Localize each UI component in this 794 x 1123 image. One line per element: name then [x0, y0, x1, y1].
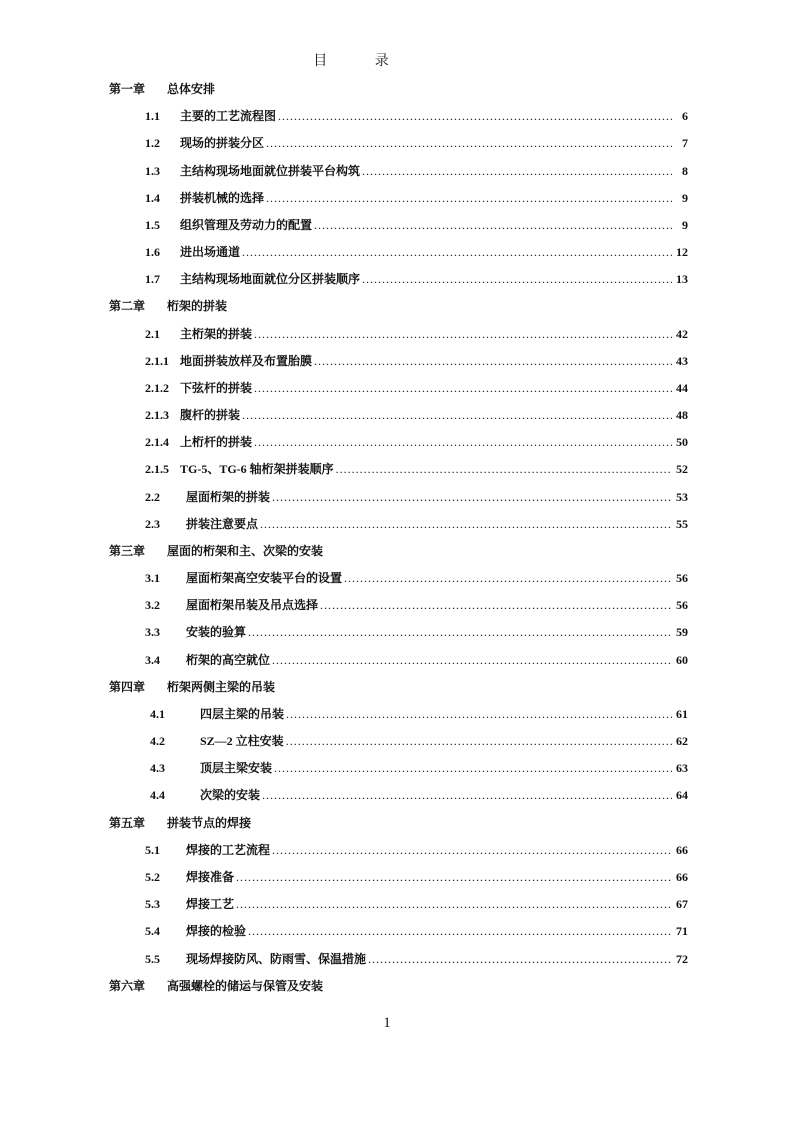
toc-chapter[interactable] [0, 674, 794, 701]
entry-page: 61 [676, 706, 688, 721]
entry-title: 地面拼装放样及布置胎膜 [180, 353, 313, 368]
entry-page: 12 [676, 245, 688, 260]
entry-page: 13 [676, 272, 688, 287]
entry-title: 拼装机械的选择 [180, 190, 265, 205]
entry-page: 42 [676, 326, 688, 341]
entry-title: 组织管理及劳动力的配置 [180, 217, 313, 232]
entry-page: 8 [682, 163, 688, 178]
toc-entry[interactable] [0, 701, 688, 728]
entry-number: 5.1 [145, 842, 160, 857]
toc-entry[interactable] [0, 647, 688, 674]
chapter-number: 第五章 [109, 815, 146, 830]
entry-page: 9 [682, 217, 688, 232]
chapter-number: 第六章 [109, 978, 146, 993]
chapter-title: 屋面的桁架和主、次梁的安装 [167, 543, 324, 558]
entry-title: 现场焊接防风、防雨雪、保温措施 [186, 951, 367, 966]
toc-entry[interactable] [0, 592, 688, 619]
entry-number: 2.2 [145, 489, 160, 504]
dot-leader [248, 918, 672, 945]
dot-leader [266, 185, 672, 212]
dot-leader [286, 728, 672, 755]
entry-title: 进出场通道 [180, 245, 241, 260]
dot-leader [314, 212, 672, 239]
entry-title: 次梁的安装 [200, 788, 261, 803]
toc-entry[interactable] [0, 728, 688, 755]
entry-number: 2.1.5 [145, 462, 169, 477]
entry-page: 64 [676, 788, 688, 803]
dot-leader [274, 755, 672, 782]
entry-title: 腹杆的拼装 [180, 408, 241, 423]
dot-leader [320, 592, 672, 619]
entry-number: 5.5 [145, 951, 160, 966]
dot-leader [314, 348, 672, 375]
entry-number: 3.2 [145, 598, 160, 613]
dot-leader [272, 647, 672, 674]
chapter-number: 第三章 [109, 543, 146, 558]
entry-page: 53 [676, 489, 688, 504]
toc-entry[interactable] [0, 782, 688, 809]
entry-page: 7 [682, 136, 688, 151]
toc-entry[interactable] [0, 946, 688, 973]
toc-entry[interactable] [0, 348, 688, 375]
table-of-contents [0, 76, 794, 1000]
dot-leader [254, 375, 672, 402]
toc-entry[interactable] [0, 565, 688, 592]
toc-entry[interactable] [0, 918, 688, 945]
dot-leader [266, 130, 672, 157]
entry-title: TG-5、TG-6 轴桁架拼装顺序 [180, 462, 334, 477]
entry-title: 四层主梁的吊装 [200, 706, 285, 721]
entry-number: 1.4 [145, 190, 160, 205]
entry-title: SZ—2 立柱安装 [200, 734, 284, 749]
dot-leader [362, 158, 672, 185]
dot-leader [236, 891, 672, 918]
entry-page: 6 [682, 109, 688, 124]
toc-entry[interactable] [0, 375, 688, 402]
toc-entry[interactable] [0, 185, 688, 212]
toc-entry[interactable] [0, 103, 688, 130]
entry-page: 48 [676, 408, 688, 423]
entry-page: 60 [676, 652, 688, 667]
dot-leader [272, 484, 672, 511]
chapter-title: 拼装节点的焊接 [167, 815, 252, 830]
toc-entry[interactable] [0, 456, 688, 483]
dot-leader [262, 782, 672, 809]
toc-chapter[interactable] [0, 76, 794, 103]
entry-title: 下弦杆的拼装 [180, 380, 253, 395]
toc-entry[interactable] [0, 402, 688, 429]
entry-number: 4.1 [150, 706, 165, 721]
entry-page: 71 [676, 924, 688, 939]
entry-page: 67 [676, 897, 688, 912]
entry-number: 2.1.3 [145, 408, 169, 423]
dot-leader [344, 565, 672, 592]
dot-leader [260, 511, 672, 538]
entry-number: 2.1.4 [145, 435, 169, 450]
chapter-number: 第一章 [109, 82, 146, 96]
entry-title: 焊接准备 [186, 869, 235, 884]
chapter-title: 总体安排 [167, 82, 216, 96]
entry-page: 62 [676, 734, 688, 749]
entry-page: 63 [676, 761, 688, 776]
entry-title: 屋面桁架吊装及吊点选择 [186, 598, 319, 613]
toc-entry[interactable] [0, 239, 688, 266]
chapter-title: 高强螺栓的储运与保管及安装 [167, 978, 324, 993]
toc-entry[interactable] [0, 837, 688, 864]
toc-title: 目 录 [313, 54, 411, 69]
dot-leader [242, 239, 672, 266]
entry-page: 50 [676, 435, 688, 450]
toc-entry[interactable] [0, 321, 688, 348]
dot-leader [362, 266, 672, 293]
dot-leader [248, 619, 672, 646]
entry-title: 现场的拼装分区 [180, 136, 265, 151]
entry-title: 主要的工艺流程图 [180, 109, 277, 124]
entry-page: 43 [676, 353, 688, 368]
toc-entry[interactable] [0, 619, 688, 646]
entry-title: 主桁架的拼装 [180, 326, 253, 341]
entry-page: 66 [676, 869, 688, 884]
chapter-title: 桁架两侧主梁的吊装 [167, 679, 276, 694]
entry-page: 44 [676, 380, 688, 395]
toc-entry[interactable] [0, 266, 688, 293]
toc-entry[interactable] [0, 130, 688, 157]
chapter-title: 桁架的拼装 [167, 299, 228, 314]
entry-number: 3.3 [145, 625, 160, 640]
entry-page: 55 [676, 516, 688, 531]
toc-chapter[interactable] [0, 973, 794, 1000]
entry-title: 安装的验算 [186, 625, 247, 640]
entry-page: 56 [676, 598, 688, 613]
entry-number: 1.6 [145, 245, 160, 260]
toc-entry[interactable] [0, 158, 688, 185]
dot-leader [242, 402, 672, 429]
dot-leader [368, 946, 672, 973]
entry-page: 66 [676, 842, 688, 857]
entry-title: 主结构现场地面就位拼装平台构筑 [180, 163, 361, 178]
dot-leader [286, 701, 672, 728]
entry-title: 顶层主梁安装 [200, 761, 273, 776]
entry-title: 上桁杆的拼装 [180, 435, 253, 450]
dot-leader [336, 456, 672, 483]
entry-number: 4.2 [150, 734, 165, 749]
entry-number: 2.1 [145, 326, 160, 341]
toc-entry[interactable] [0, 511, 688, 538]
entry-title: 焊接工艺 [186, 897, 235, 912]
chapter-number: 第四章 [109, 679, 146, 694]
entry-number: 1.5 [145, 217, 160, 232]
entry-number: 1.3 [145, 163, 160, 178]
entry-number: 5.2 [145, 869, 160, 884]
entry-title: 桁架的高空就位 [186, 652, 271, 667]
entry-number: 2.3 [145, 516, 160, 531]
entry-title: 屋面桁架高空安装平台的设置 [186, 571, 343, 586]
toc-entry[interactable] [0, 864, 688, 891]
entry-number: 2.1.1 [145, 353, 169, 368]
entry-number: 4.3 [150, 761, 165, 776]
entry-number: 1.1 [145, 109, 160, 124]
entry-title: 焊接的工艺流程 [186, 842, 271, 857]
entry-page: 9 [682, 190, 688, 205]
entry-number: 2.1.2 [145, 380, 169, 395]
entry-title: 焊接的检验 [186, 924, 247, 939]
entry-number: 5.4 [145, 924, 160, 939]
dot-leader [272, 837, 672, 864]
toc-entry[interactable] [0, 484, 688, 511]
entry-number: 3.1 [145, 571, 160, 586]
entry-number: 1.2 [145, 136, 160, 151]
toc-entry[interactable] [0, 755, 688, 782]
toc-entry[interactable] [0, 891, 688, 918]
entry-page: 56 [676, 571, 688, 586]
entry-number: 4.4 [150, 788, 165, 803]
entry-title: 屋面桁架的拼装 [186, 489, 271, 504]
entry-number: 3.4 [145, 652, 160, 667]
toc-entry[interactable] [0, 429, 688, 456]
entry-title: 拼装注意要点 [186, 516, 259, 531]
entry-page: 59 [676, 625, 688, 640]
entry-page: 72 [676, 951, 688, 966]
dot-leader [254, 321, 672, 348]
toc-entry[interactable] [0, 212, 688, 239]
entry-number: 1.7 [145, 272, 160, 287]
chapter-number: 第二章 [109, 299, 146, 314]
entry-page: 52 [676, 462, 688, 477]
page-number: 1 [383, 1015, 391, 1031]
dot-leader [236, 864, 672, 891]
entry-title: 主结构现场地面就位分区拼装顺序 [180, 272, 361, 287]
toc-chapter[interactable] [0, 810, 794, 837]
entry-number: 5.3 [145, 897, 160, 912]
toc-chapter[interactable] [0, 293, 794, 320]
dot-leader [254, 429, 672, 456]
dot-leader [278, 103, 672, 130]
toc-chapter[interactable] [0, 538, 794, 565]
